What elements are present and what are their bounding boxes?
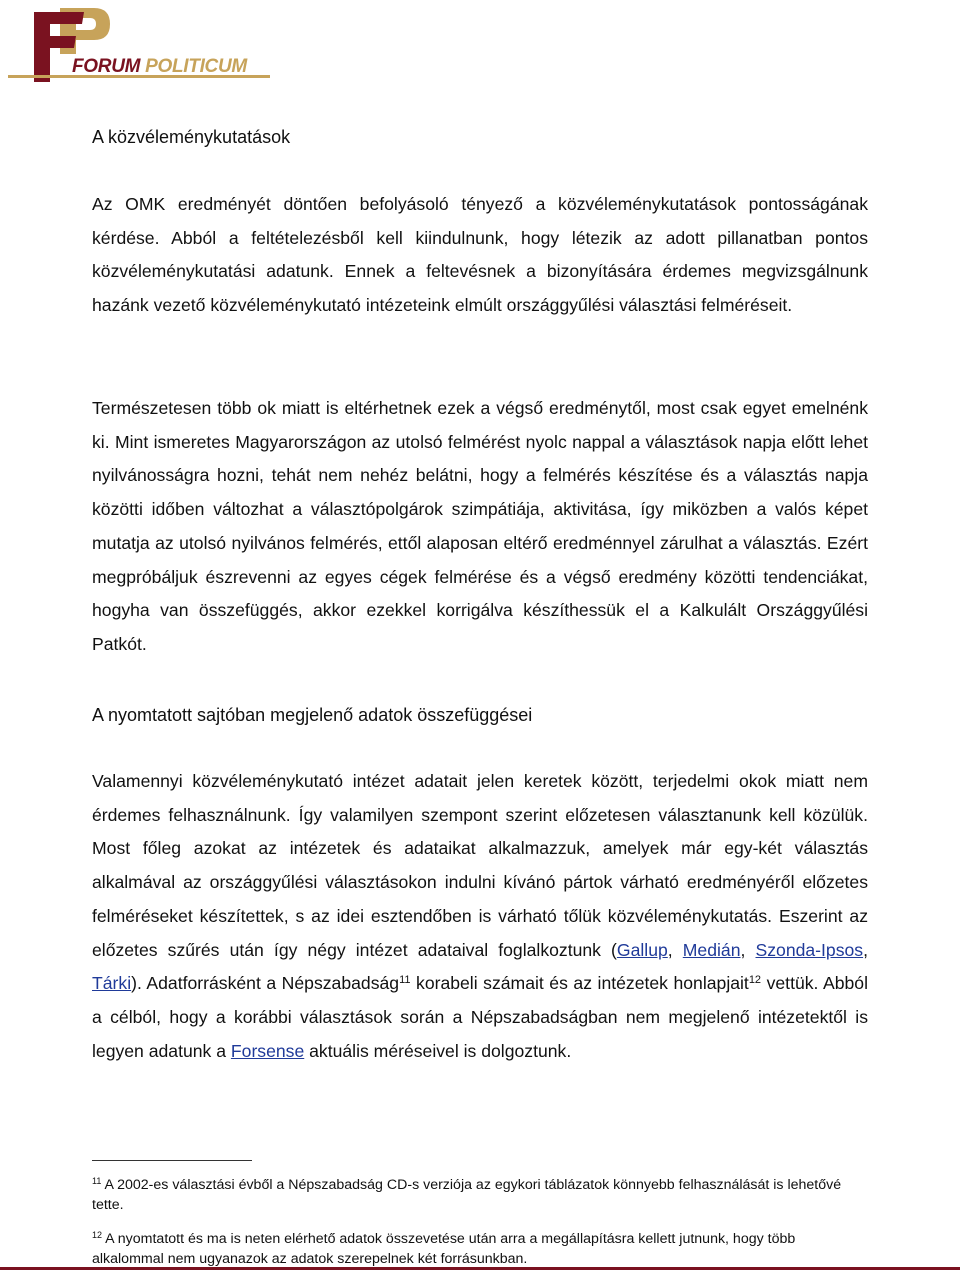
p3-sep-3: , [863, 939, 868, 960]
footnote-divider [92, 1160, 252, 1161]
paragraph-2: Természetesen több ok miatt is eltérhetnek ezek a végső eredménytől, most csak egyet emelnénk ki. Mint ismeretes Magyarországon az utolsó felmérést nyolc nappal a választások napja előtt lehet nyilvánosságra hozni, tehát nem nehéz belátni, hogy a felmérés készítése és a választás napja közötti időben változhat a választópolgárok szimpátiája, aktivitása, így miközben a valós képet mutatja az utolsó nyilvános felmérés, ettől alaposan eltérő eredménnyel zárulhat a választás. Ezért megpróbáljuk észrevenni az egyes cégek felmérése és a végső eredmény közötti tendenciákat, hogyha van összefüggés, akkor ezekkel korrigálva készíthessük el a Kalkulált Országgyűlési Patkót. [92, 398, 868, 654]
footnote-12 [92, 1229, 868, 1269]
paragraph-3 [92, 765, 868, 1068]
footnote-text-11: A 2002-es választási évből a Népszabadság CD-s verziója az egykori táblázatok könnyebb felhasználását is lehetővé tette. [92, 1177, 842, 1213]
p3-text-a: Valamennyi közvéleménykutató intézet adatait jelen keretek között, terjedelmi okok miatt nem érdemes felhasználnunk. Így valamilyen szempont szerint előzetesen választanunk kell közülük. Most főleg azokat az intézetek és adataikat alkalmazzuk, amelyek már egy-két választás alkalmával az országgyűlési választásokon indulni kívánó pártok várható eredményéről előzetes felméréseket készítettek, s az idei esztendőben is várható tőlük közvéleménykutatás. Eszerint az előzetes szűrés után így négy intézet adataival foglalkoztunk ( [92, 771, 868, 960]
footnote-11 [92, 1175, 868, 1215]
footnote-number-12: 12 [92, 1230, 103, 1240]
p3-sep-2: , [740, 939, 756, 960]
p3-text-c: korabeli számait és az intézetek honlapjait [410, 973, 749, 994]
forum-politicum-logo [8, 4, 270, 84]
footnote-number-11: 11 [92, 1176, 102, 1186]
section-heading-print-press: A nyomtatott sajtóban megjelenő adatok összefüggései [92, 705, 533, 725]
link-forsense[interactable]: Forsense [230, 1040, 305, 1061]
link-szonda-ipsos[interactable]: Szonda-Ipsos [755, 939, 864, 960]
logo-word-forum: FORUM [72, 56, 141, 77]
paragraph-1: Az OMK eredményét döntően befolyásoló tényező a közvéleménykutatások pontosságának kérdése. Abból a feltételezésből kell kiindulnunk, hogy létezik az adott pillanatban pontos közvéleménykutatási adatunk. Ennek a feltevésnek a bizonyítására érdemes megvizsgálnunk hazánk vezető közvéleménykutató intézeteink elmúlt országgyűlési választási felméréseit. [92, 194, 868, 316]
logo-word-politicum: POLITICUM [145, 56, 247, 77]
footnote-ref-11[interactable]: 11 [399, 974, 411, 987]
footnote-ref-12[interactable]: 12 [748, 974, 762, 987]
footnote-text-12: A nyomtatott és ma is neten elérhető adatok összevetése után arra a megállapításra kellett jutnunk, hogy több alkalommal nem ugyanazok az adatok szerepelnek két forrásunkban. [92, 1231, 796, 1267]
p3-text-e: aktuális méréseivel is dolgoztunk. [304, 1040, 572, 1061]
p3-text-d: vettük. Abból a célból, hogy a korábbi választások során a Népszabadságban nem megjelenő intézetektől is legyen adatunk a [92, 973, 868, 1061]
page-bottom-rule [0, 1267, 960, 1270]
p3-sep-1: , [667, 939, 683, 960]
link-gallup[interactable]: Gallup [616, 939, 668, 960]
p3-text-b: ). Adatforrásként a Népszabadság [131, 973, 400, 994]
logo-wordmark [72, 56, 247, 78]
link-median[interactable]: Medián [682, 939, 741, 960]
link-tarki[interactable]: Tárki [92, 973, 132, 994]
section-heading-polls: A közvéleménykutatások [92, 127, 291, 147]
